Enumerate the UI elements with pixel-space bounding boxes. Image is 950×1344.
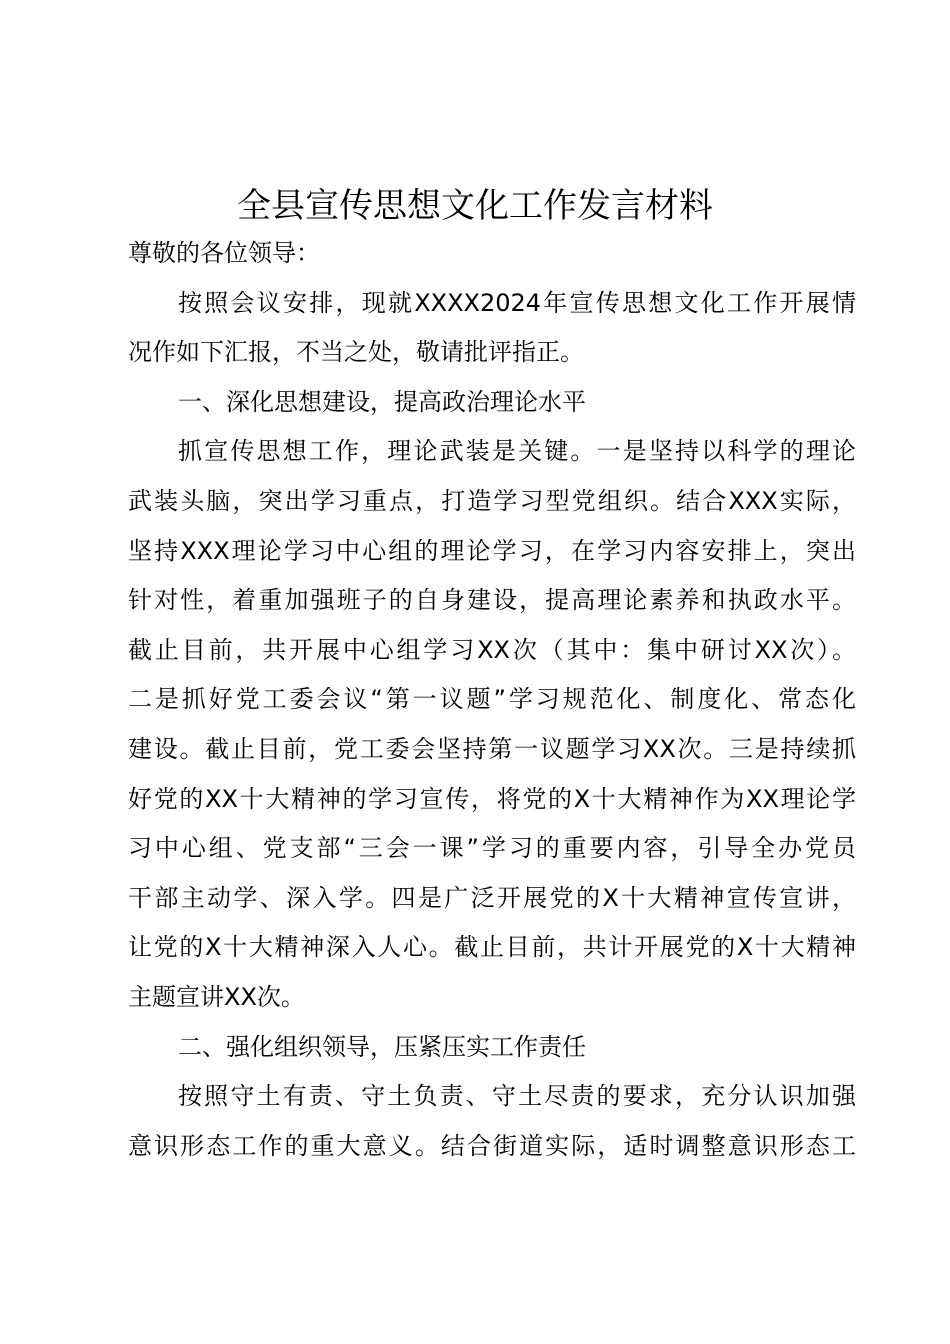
- paragraph-line: 主题宣讲XX次。: [128, 982, 305, 1011]
- paragraph-line: 干部主动学、深入学。四是广泛开展党的X十大精神宣传宣讲，: [128, 883, 856, 912]
- paragraph-line: 截止目前，共开展中心组学习XX次（其中：集中研讨XX次）。: [128, 635, 856, 664]
- section-heading: 一、深化思想建设，提高政治理论水平: [178, 387, 586, 416]
- salutation: 尊敬的各位领导：: [128, 239, 320, 267]
- paragraph-line: 按照会议安排，现就XXXX2024年宣传思想文化工作开展情: [178, 288, 856, 317]
- paragraph-line: 建设。截止目前，党工委会坚持第一议题学习XX次。三是持续抓: [128, 734, 856, 763]
- paragraph-line: 让党的X十大精神深入人心。截止目前，共计开展党的X十大精神: [128, 933, 856, 962]
- paragraph-line: 况作如下汇报，不当之处，敬请批评指正。: [128, 338, 584, 367]
- document-body: [128, 229, 856, 1171]
- paragraph-line: 针对性，着重加强班子的自身建设，提高理论素养和执政水平。: [128, 586, 856, 615]
- paragraph-line: 意识形态工作的重大意义。结合街道实际，适时调整意识形态工: [128, 1131, 856, 1160]
- paragraph-line: 武装头脑，突出学习重点，打造学习型党组织。结合XXX实际，: [128, 486, 856, 515]
- paragraph-line: 坚持XXX理论学习中心组的理论学习，在学习内容安排上，突出: [128, 536, 856, 565]
- paragraph-line: 习中心组、党支部“三会一课”学习的重要内容，引导全办党员: [128, 834, 856, 863]
- paragraph-line: 二是抓好党工委会议“第一议题”学习规范化、制度化、常态化: [128, 685, 856, 714]
- paragraph-line: 好党的XX十大精神的学习宣传，将党的X十大精神作为XX理论学: [128, 784, 856, 813]
- paragraph-line: 抓宣传思想工作，理论武装是关键。一是坚持以科学的理论: [178, 437, 856, 466]
- paragraph-line: 按照守土有责、守土负责、守土尽责的要求，充分认识加强: [178, 1082, 856, 1111]
- document-title: 全县宣传思想文化工作发言材料: [237, 186, 713, 226]
- section-heading: 二、强化组织领导，压紧压实工作责任: [178, 1032, 586, 1061]
